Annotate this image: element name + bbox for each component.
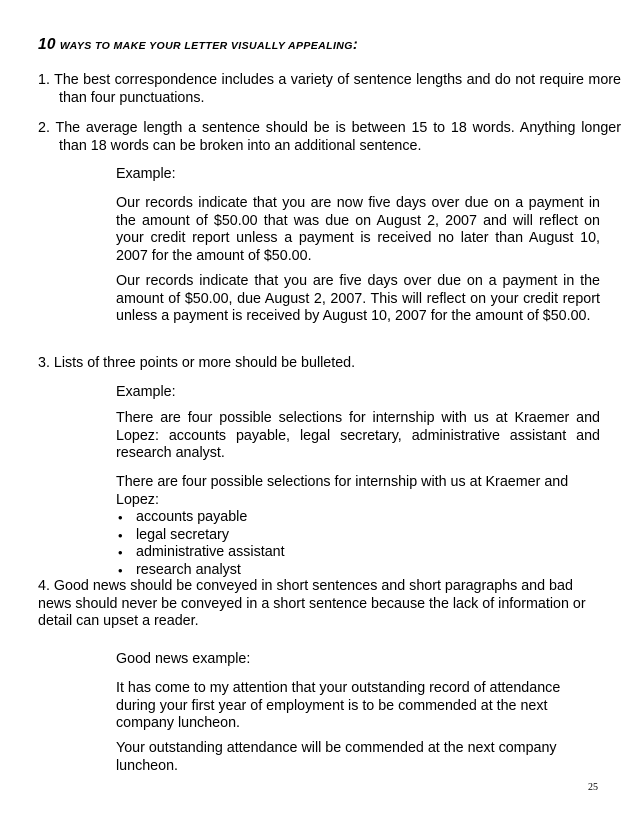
heading-number: 10 — [38, 36, 56, 53]
example-3-after — [116, 474, 600, 580]
example-2-after: Our records indicate that you are five days over due on a payment in the amount of $50.00, due August 2, 2007. This will reflect on your credit report unless a payment is received by August 10, 2007 for the amount of $50.00. — [116, 273, 600, 325]
bullet-item: • legal secretary — [116, 527, 600, 545]
list-item-1: 1. The best correspondence includes a variety of sentence lengths and do not require more than four punctuations. — [38, 72, 621, 106]
page-number: 25 — [588, 782, 598, 793]
list-item-2: 2. The average length a sentence should be is between 15 to 18 words. Anything longer than 18 words can be broken into an additional sentence. — [38, 120, 621, 154]
heading-colon: : — [352, 37, 358, 53]
example-3-after-intro: There are four possible selections for internship with us at Kraemer and Lopez: — [116, 474, 569, 508]
list-item-3: 3. Lists of three points or more should be bulleted. — [38, 355, 356, 371]
example-3-before: There are four possible selections for internship with us at Kraemer and Lopez: accounts payable, legal secretary, administrative assistant and research analyst. — [116, 410, 600, 462]
list-item-4: 4. Good news should be conveyed in short sentences and short paragraphs and bad news should never be conveyed in a short sentence because the lack of information or detail can upset a reader. — [38, 578, 586, 630]
example-4-before: It has come to my attention that your outstanding record of attendance during your first year of employment is to be commended at the next company luncheon. — [116, 680, 561, 732]
example-label-2: Example: — [116, 166, 176, 182]
example-label-3: Example: — [116, 384, 176, 400]
example-2-before: Our records indicate that you are now five days over due on a payment in the amount of $50.00 that was due on August 2, 2007 and will reflect on your credit report unless a payment is received no later than August 10, 2007 for the amount of $50.00. — [116, 195, 600, 264]
heading-text: WAYS TO MAKE YOUR LETTER VISUALLY APPEALING — [59, 40, 353, 52]
bullet-item: • research analyst — [116, 562, 600, 580]
example-4-after: Your outstanding attendance will be commended at the next company luncheon. — [116, 740, 557, 774]
bullet-list — [116, 509, 600, 579]
bullet-item: • accounts payable — [116, 509, 600, 527]
bullet-item: • administrative assistant — [116, 544, 600, 562]
page-heading — [38, 36, 358, 54]
example-label-4: Good news example: — [116, 651, 251, 667]
